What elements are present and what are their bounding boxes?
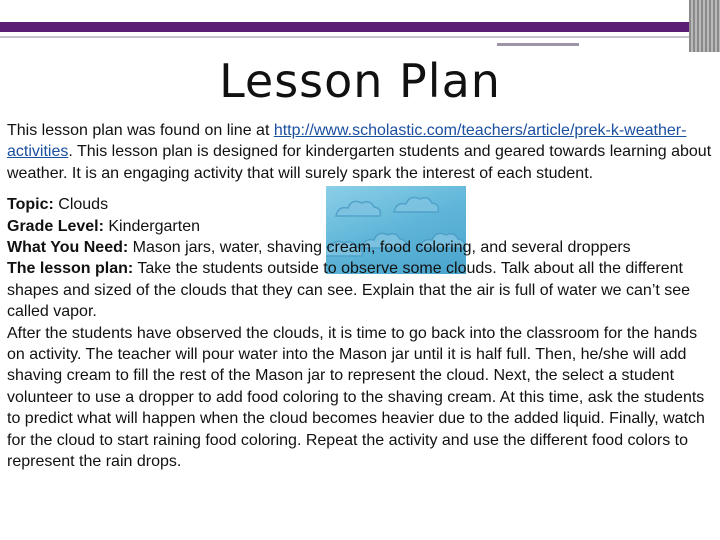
lesson-text [7,120,715,473]
header-accent-line [497,43,579,46]
activity-paragraph: After the students have observed the clouds, it is time to go back into the classroom for the hands on activity. The teacher will pour water into the Mason jar until it is half full. Then, he/she will add shaving cream to fill the rest of the Mason jar to represent the cloud. Next, the select a student volunteer to use a dropper to add food coloring to the shaving cream. At this time, ask the students to predict what will happen when the cloud becomes heavier due to the added liquid. Finally, watch for the cloud to start raining food coloring. Repeat the activity and use the different food colors to represent the rain drops. [7,324,705,471]
plan-paragraph: The lesson plan: Take the students outside to observe some clouds. Talk about all the different shapes and sized of the clouds that they can see. Explain that the air is full of water we can’t see called vapor. [7,260,691,321]
top-margin [0,0,720,22]
corner-decoration [689,0,720,52]
topic-line: Topic: Clouds [7,196,109,214]
intro-paragraph: This lesson plan was found on line at http://www.scholastic.com/teachers/article/prek-k-weather-activities. This lesson plan is designed for kindergarten students and geared towards learning about weather. It is an engaging activity that will surely spark the interest of each student. [7,122,712,182]
grade-line: Grade Level: Kindergarten [7,217,200,235]
materials-line: What You Need: Mason jars, water, shaving cream, food coloring, and several droppers [7,239,631,257]
header-accent-bar [0,22,689,32]
header-divider [0,36,689,38]
source-link[interactable]: http://www.scholastic.com/teachers/article/prek-k-weather-activities [7,122,687,161]
page-title: Lesson Plan [219,54,501,108]
